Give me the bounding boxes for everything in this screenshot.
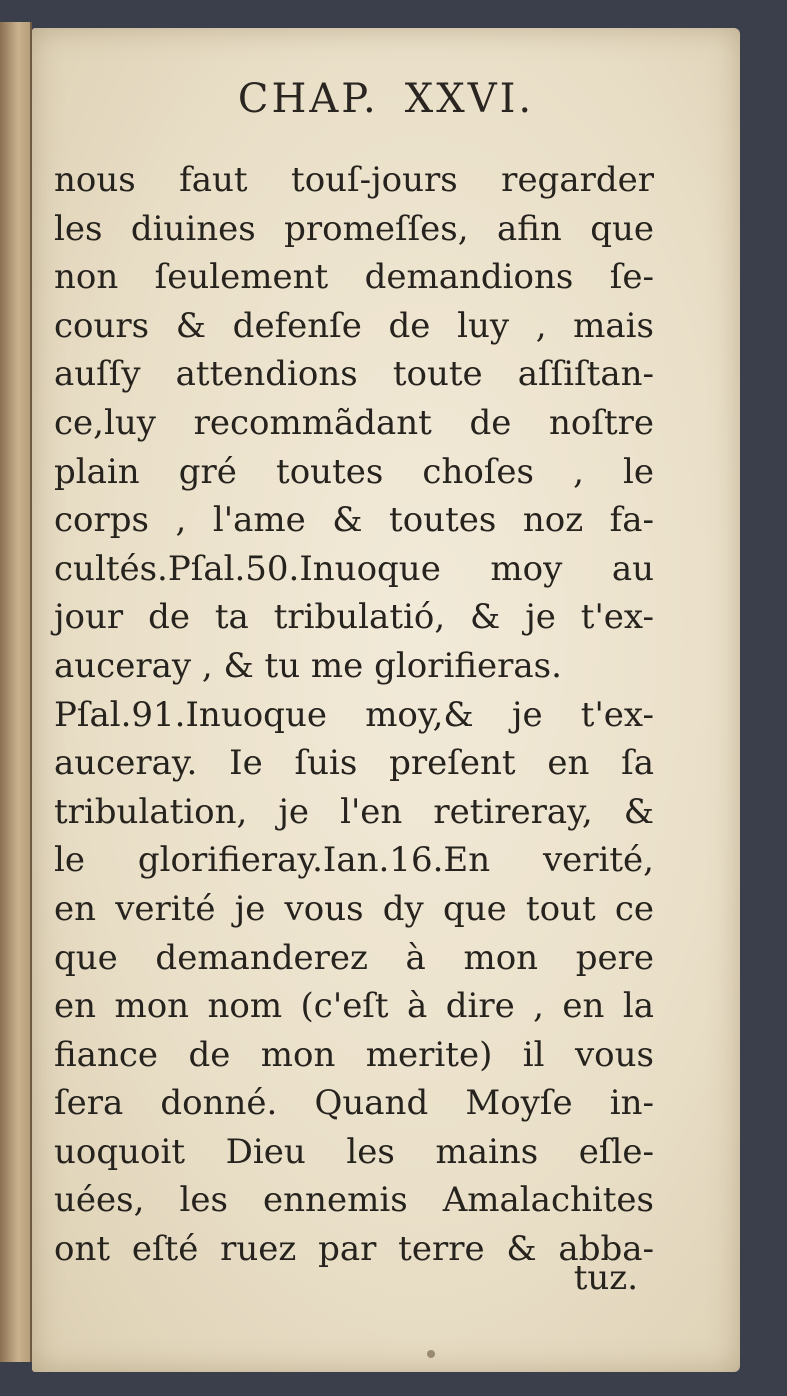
- chapter-heading: [32, 76, 740, 122]
- text-line: non ſeulement demandions ſe-: [54, 257, 654, 298]
- text-line: uées, les ennemis Amalachites: [54, 1180, 654, 1221]
- text-line: en mon nom (c'eſt à dire , en la: [54, 986, 654, 1027]
- catchword: tuz.: [573, 1258, 638, 1298]
- text-line: ſera donné. Quand Moyſe in-: [54, 1083, 654, 1124]
- text-line: corps , l'ame & toutes noz fa-: [54, 500, 654, 541]
- text-line: jour de ta tribulatió, & je t'ex-: [54, 597, 654, 638]
- text-line: fiance de mon merite) il vous: [54, 1034, 654, 1075]
- text-line: en verité je vous dy que tout ce: [54, 888, 654, 929]
- text-line: les diuines promeſſes, afin que: [54, 208, 654, 249]
- text-line: auſſy attendions toute aſſiſtan-: [54, 354, 654, 395]
- left-page-edge: [0, 22, 32, 1362]
- text-line: cours & defenſe de luy , mais: [54, 305, 654, 346]
- text-line: nous faut touſ-jours regarder: [54, 160, 654, 200]
- text-line: le glorifieray.Ian.16.En verité,: [54, 840, 654, 881]
- text-line: Pſal.91.Inuoque moy,& je t'ex-: [54, 694, 654, 735]
- book-page: [32, 28, 740, 1372]
- text-line: plain gré toutes choſes , le: [54, 451, 654, 492]
- ink-spot: [427, 1350, 435, 1358]
- text-line: cultés.Pſal.50.Inuoque moy au: [54, 548, 654, 589]
- text-line: auceray , & tu me glorifieras.: [54, 645, 562, 686]
- text-line: auceray. Ie ſuis preſent en ſa: [54, 743, 654, 784]
- text-line: tribulation, je l'en retireray, &: [54, 791, 654, 832]
- body-text: [54, 156, 654, 1274]
- chapter-number: XXVI.: [404, 76, 535, 122]
- text-line: que demanderez à mon pere: [54, 937, 654, 978]
- chapter-label: CHAP.: [237, 76, 379, 122]
- text-line: uoquoit Dieu les mains eſle-: [54, 1131, 654, 1172]
- text-line: ont eſté ruez par terre & abba-: [54, 1229, 654, 1270]
- text-line: ce,luy recommãdant de noſtre: [54, 402, 654, 443]
